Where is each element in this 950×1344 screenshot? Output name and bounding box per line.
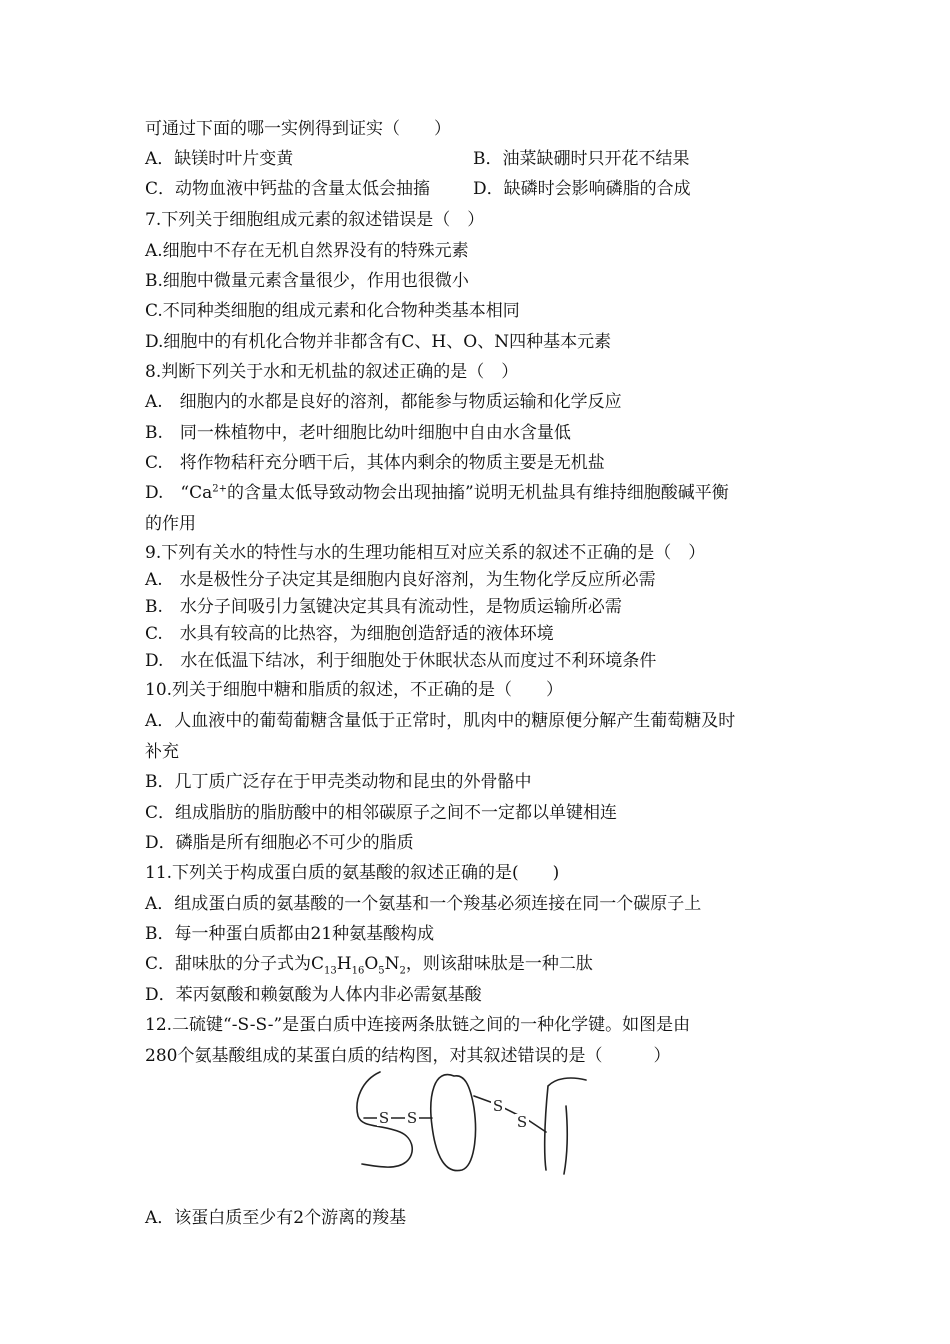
q9-stem: 9.下列有关水的特性与水的生理功能相互对应关系的叙述不正确的是（ ） (145, 543, 706, 563)
q8-stem: 8.判断下列关于水和无机盐的叙述正确的是（ ） (145, 362, 519, 382)
formula-element: N (384, 954, 400, 974)
q8-option-d-superscript: 2+ (212, 483, 228, 495)
peptide-chain-right (545, 1078, 586, 1174)
q11-option-c-post: ，则该甜味肽是一种二肽 (405, 954, 593, 974)
q8-option-d-continued: 的作用 (145, 514, 196, 534)
q8-option-a: A. 细胞内的水都是良好的溶剂，都能参与物质运输和化学反应 (145, 392, 622, 412)
q11-option-d: D．苯丙氨酸和赖氨酸为人体内非必需氨基酸 (145, 985, 482, 1005)
q8-option-d (145, 482, 729, 504)
q10-option-a-continued: 补充 (145, 742, 179, 762)
formula-subscript: 5 (378, 965, 385, 977)
q6-stem-continued: 可通过下面的哪一实例得到证实（ ） (145, 119, 451, 139)
q8-option-d-post: 的含量太低导致动物会出现抽搐”说明无机盐具有维持细胞酸碱平衡 (227, 483, 729, 503)
q11-option-b: B．每一种蛋白质都由21种氨基酸构成 (145, 924, 435, 944)
q11-option-a: A．组成蛋白质的氨基酸的一个氨基和一个羧基必须连接在同一个碳原子上 (145, 894, 702, 914)
sulfur-atom-label: S (406, 1109, 418, 1127)
q12-stem-continued: 280个氨基酸组成的某蛋白质的结构图，对其叙述错误的是（ ） (145, 1046, 671, 1066)
q12-option-a: A．该蛋白质至少有2个游离的羧基 (145, 1208, 407, 1228)
formula-subscript: 2 (399, 965, 406, 977)
q8-option-d-pre: D. “Ca (145, 483, 213, 503)
q6-option-a: A．缺镁时叶片变黄 (145, 149, 294, 169)
q9-option-a: A. 水是极性分子决定其是细胞内良好溶剂，为生物化学反应所必需 (145, 570, 656, 590)
q11-option-c-pre: C．甜味肽的分子式为C (145, 954, 325, 974)
sulfur-atom-label: S (378, 1109, 390, 1127)
formula-element: O (364, 954, 379, 974)
q8-option-b: B. 同一株植物中，老叶细胞比幼叶细胞中自由水含量低 (145, 423, 571, 443)
q10-option-a: A．人血液中的葡萄葡糖含量低于正常时，肌肉中的糖原便分解产生葡萄糖及时 (145, 711, 736, 731)
q9-option-d: D. 水在低温下结冰，利于细胞处于休眠状态从而度过不利环境条件 (145, 651, 657, 671)
q10-option-d: D．磷脂是所有细胞必不可少的脂质 (145, 833, 414, 853)
q7-option-b: B.细胞中微量元素含量很少，作用也很微小 (145, 271, 469, 291)
q8-option-c: C. 将作物秸秆充分晒干后，其体内剩余的物质主要是无机盐 (145, 453, 605, 473)
q11-option-c (145, 953, 593, 975)
sulfur-atom-label: S (492, 1097, 504, 1115)
disulfide-bond-right (474, 1096, 546, 1132)
protein-structure-figure (350, 1066, 600, 1178)
q9-option-c: C. 水具有较高的比热容，为细胞创造舒适的液体环境 (145, 624, 554, 644)
formula-subscript: 13 (324, 965, 337, 977)
q6-option-c: C．动物血液中钙盐的含量太低会抽搐 (145, 179, 431, 199)
formula-element: H (336, 954, 352, 974)
q10-option-b: B．几丁质广泛存在于甲壳类动物和昆虫的外骨骼中 (145, 772, 532, 792)
q9-option-b: B. 水分子间吸引力氢键决定其具有流动性，是物质运输所必需 (145, 597, 622, 617)
q10-stem: 10.列关于细胞中糖和脂质的叙述，不正确的是（ ） (145, 680, 564, 700)
q7-option-c: C.不同种类细胞的组成元素和化合物种类基本相同 (145, 301, 520, 321)
q10-option-c: C．组成脂肪的脂肪酸中的相邻碳原子之间不一定都以单键相连 (145, 803, 618, 823)
q6-option-d: D．缺磷时会影响磷脂的合成 (473, 179, 691, 199)
formula-subscript: 16 (351, 965, 365, 977)
q12-stem: 12.二硫键“-S-S-”是蛋白质中连接两条肽链之间的一种化学键。如图是由 (145, 1015, 691, 1035)
q7-stem: 7.下列关于细胞组成元素的叙述错误是（ ） (145, 210, 485, 230)
q7-option-a: A.细胞中不存在无机自然界没有的特殊元素 (145, 241, 469, 261)
sulfur-atom-label: S (516, 1113, 528, 1131)
peptide-chain-loop (431, 1075, 476, 1171)
q7-option-d: D.细胞中的有机化合物并非都含有C、H、O、N四种基本元素 (145, 332, 612, 352)
q6-option-b: B．油菜缺硼时只开花不结果 (473, 149, 690, 169)
q11-stem: 11.下列关于构成蛋白质的氨基酸的叙述正确的是( ) (145, 863, 560, 883)
